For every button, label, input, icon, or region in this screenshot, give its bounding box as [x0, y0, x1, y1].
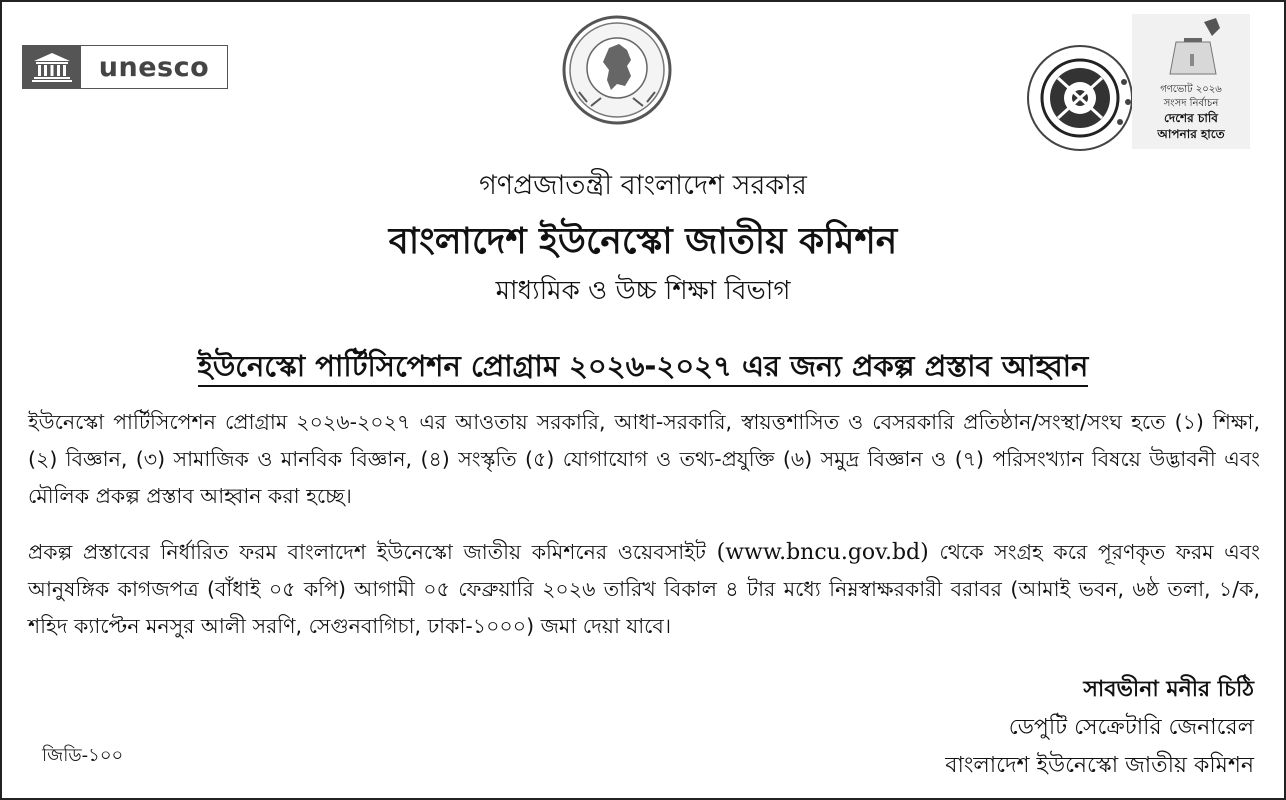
- website-link[interactable]: (www.bncu.gov.bd): [716, 540, 929, 565]
- unesco-logo-text: unesco: [98, 51, 210, 83]
- commission-name: বাংলাদেশ ইউনেস্কো জাতীয় কমিশন: [388, 221, 898, 262]
- signatory-designation: ডেপুটি সেক্রেটারি জেনারেল: [1008, 715, 1254, 740]
- paragraph-1: ইউনেস্কো পার্টিসিপেশন প্রোগ্রাম ২০২৬-২০২৭ এর আওতায় সরকারি, আধা-সরকারি, স্বায়ত্তশাসিত ও বেসরকারি প্রতিষ্ঠান/সংস্থা/সংঘ হতে (১) শিক্ষা, (২) বিজ্ঞান, (৩) সামাজিক ও মানবিক বিজ্ঞান, (৪) সংস্কৃতি (৫) যোগাযোগ ও তথ্য-প্রযুক্তি (৬) সমুদ্র বিজ্ঞান ও (৭) পরিসংখ্যান বিষয়ে উদ্ভাবনী এবং মৌলিক প্রকল্প প্রস্তাব আহ্বান করা হচ্ছে।: [28, 410, 1260, 508]
- svg-text:আপনার হাতে: আপনার হাতে: [1157, 127, 1225, 141]
- unesco-logo: [22, 45, 228, 89]
- division-name: মাধ্যমিক ও উচ্চ শিক্ষা বিভাগ: [495, 276, 791, 306]
- signatory-office: বাংলাদেশ ইউনেস্কো জাতীয় কমিশন: [945, 753, 1254, 778]
- government-seal: [561, 14, 673, 126]
- svg-text:গণভোট ২০২৬: গণভোট ২০২৬: [1160, 84, 1222, 95]
- notice-heading: [2, 344, 1284, 393]
- svg-text:সংসদ নির্বাচন: সংসদ নির্বাচন: [1163, 98, 1219, 109]
- signatory-name: সাবভীনা মনীর চিঠি: [1083, 677, 1254, 702]
- paragraph-2: [28, 534, 1260, 645]
- paragraph-2-start: প্রকল্প প্রস্তাবের নির্ধারিত ফরম বাংলাদেশ ইউনেস্কো জাতীয় কমিশনের ওয়েবসাইট: [28, 540, 717, 564]
- bnc-unesco-seal: [1024, 42, 1134, 154]
- paragraph-2-end: থেকে সংগ্রহ করে পূরণকৃত ফরম এবং আনুষঙ্গিক কাগজপত্র (বাঁধাই ০৫ কপি) আগামী ০৫ ফেব্রুয়ারি ২০২৬ তারিখ বিকাল ৪ টার মধ্যে নিম্নস্বাক্ষরকারী বরাবর (আমাই ভবন, ৬ষ্ঠ তলা, ১/ক, শহিদ ক্যাপ্টেন মনসুর আলী সরণি, সেগুনবাগিচা, ঢাকা-১০০০) জমা দেয়া যাবে।: [28, 540, 1260, 638]
- unesco-temple-icon: [23, 46, 81, 88]
- election-campaign-logo: [1132, 14, 1250, 149]
- government-name: গণপ্রজাতন্ত্রী বাংলাদেশ সরকার: [479, 170, 807, 201]
- notice-heading-text: ইউনেস্কো পার্টিসিপেশন প্রোগ্রাম ২০২৬-২০২৭ এর জন্য প্রকল্প প্রস্তাব আহ্বান: [198, 349, 1089, 387]
- gd-number: জিডি-১০০: [42, 745, 124, 766]
- svg-text:দেশের চাবি: দেশের চাবি: [1164, 111, 1218, 125]
